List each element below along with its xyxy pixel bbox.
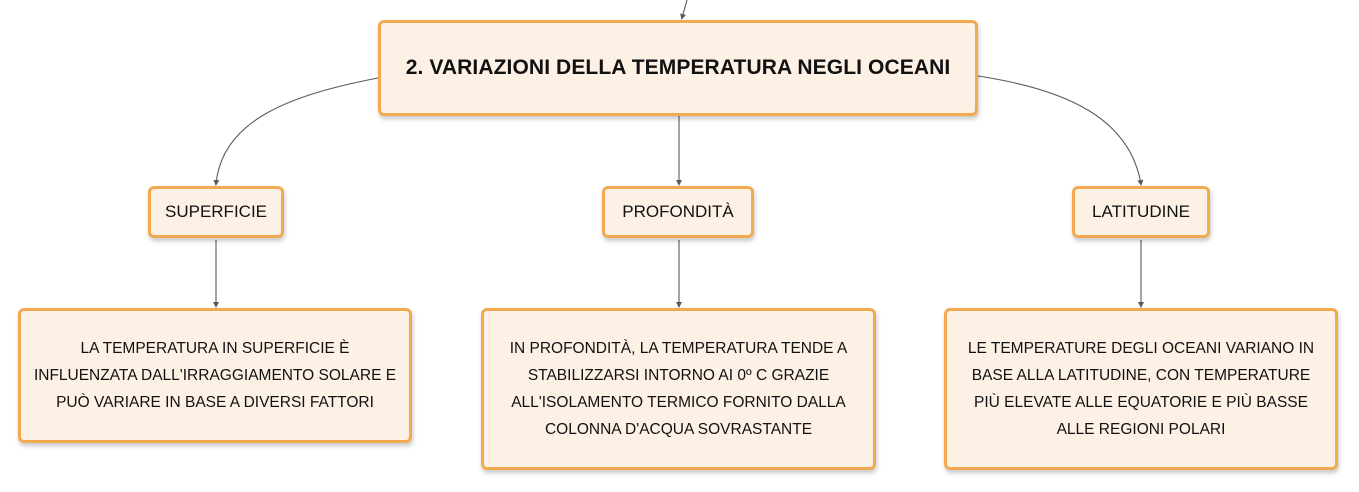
topic-superficie-label: SUPERFICIE [164, 202, 268, 221]
detail-latitudine-node[interactable] [944, 308, 1338, 470]
topic-profondita-label: PROFONDITÀ [622, 202, 734, 221]
detail-superficie-text: LA TEMPERATURA IN SUPERFICIE È INFLUENZATA DALL'IRRAGGIAMENTO SOLARE E PUÒ VARIARE IN BASE A DIVERSI FATTORI [33, 340, 397, 411]
detail-profondita-text: IN PROFONDITÀ, LA TEMPERATURA TENDE A STABILIZZARSI INTORNO AI 0º C GRAZIE ALL'ISOLAMENTO TERMICO FORNITO DALLA COLONNA D'ACQUA SOVRASTANTE [509, 340, 848, 438]
connector-root-latitudine [978, 76, 1141, 184]
connector-root-superficie [216, 78, 378, 184]
topic-profondita-node[interactable] [602, 186, 754, 238]
root-topic-node[interactable] [378, 20, 978, 116]
topic-latitudine-node[interactable] [1072, 186, 1210, 238]
incoming-connector [682, 0, 687, 18]
topic-latitudine-label: LATITUDINE [1092, 202, 1190, 221]
topic-superficie-node[interactable] [148, 186, 284, 238]
root-topic-title: 2. VARIAZIONI DELLA TEMPERATURA NEGLI OCEANI [405, 56, 951, 79]
detail-profondita-node[interactable] [481, 308, 876, 470]
detail-superficie-node[interactable] [18, 308, 412, 443]
detail-latitudine-text: LE TEMPERATURE DEGLI OCEANI VARIANO IN BASE ALLA LATITUDINE, CON TEMPERATURE PIÙ ELEVATE ALLE EQUATORIE E PIÙ BASSE ALLE REGIONI POLARI [967, 340, 1315, 438]
